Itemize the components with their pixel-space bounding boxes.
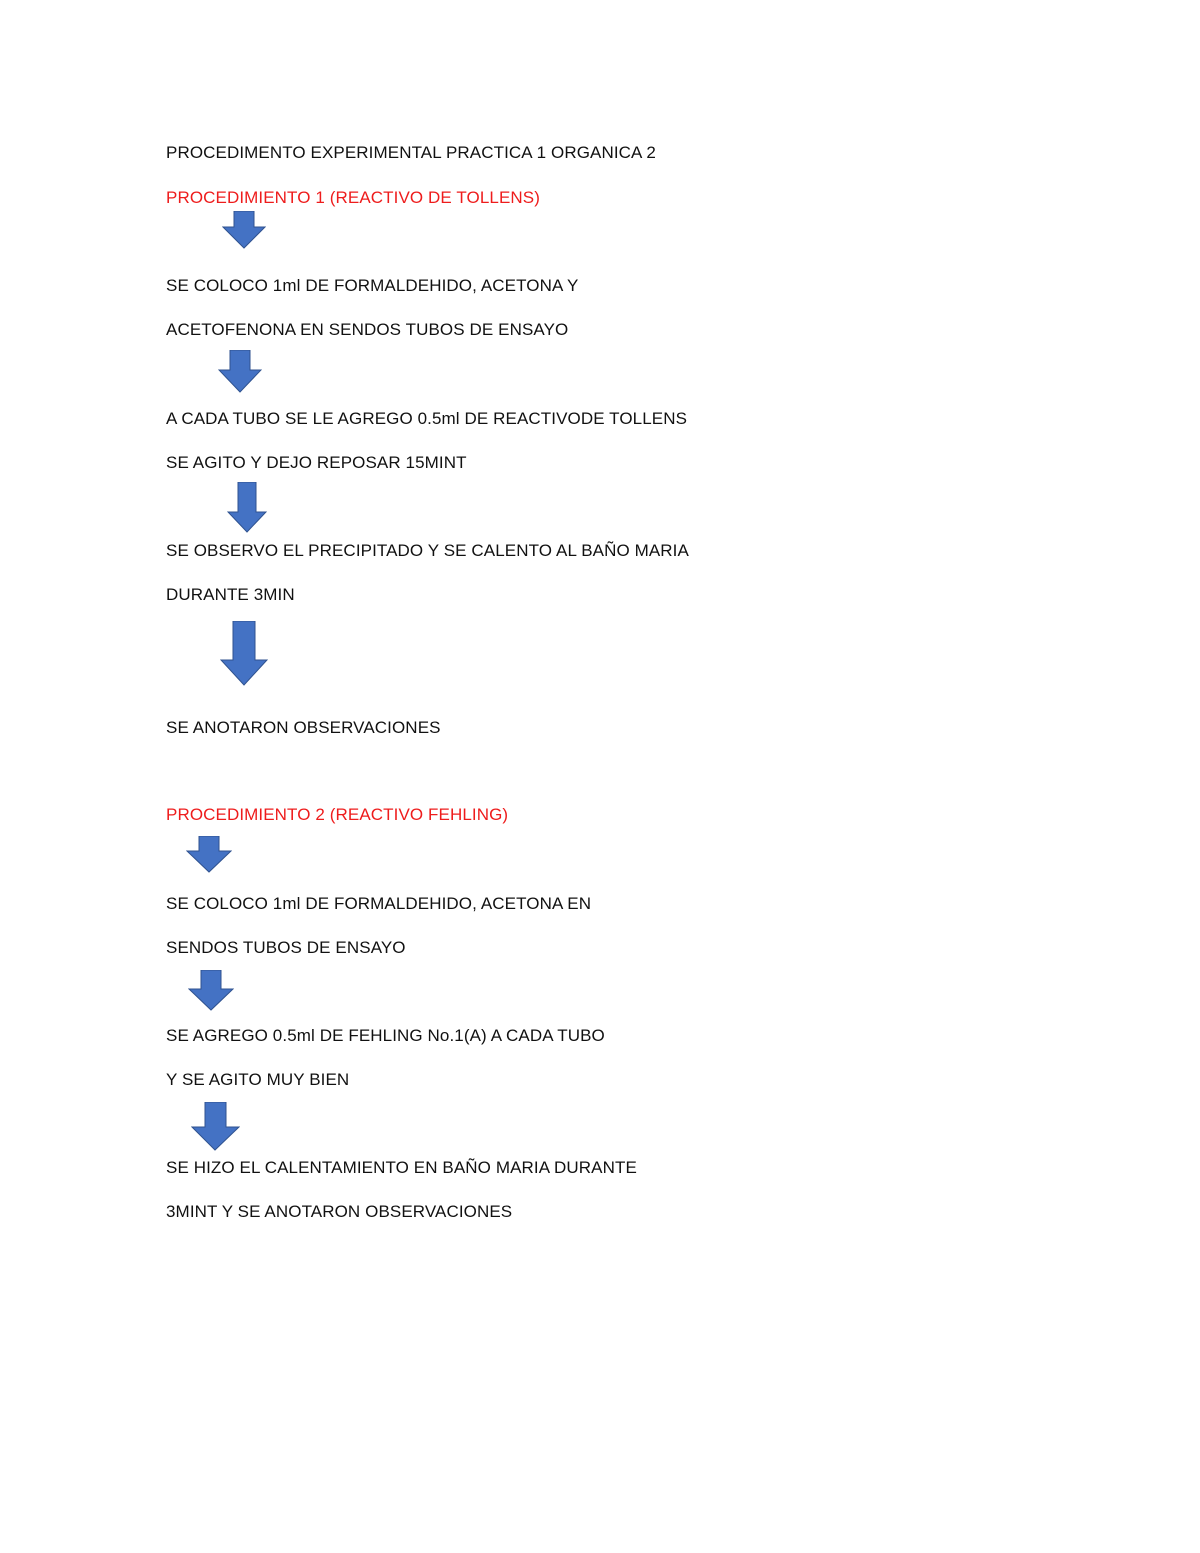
- procedure-1-heading: PROCEDIMIENTO 1 (REACTIVO DE TOLLENS): [166, 188, 540, 207]
- procedure-2-step-2-line-1: SE AGREGO 0.5ml DE FEHLING No.1(A) A CADA TUBO: [166, 1026, 605, 1045]
- procedure-2-heading: PROCEDIMIENTO 2 (REACTIVO FEHLING): [166, 805, 509, 824]
- procedure-1-step-3-line-1: SE OBSERVO EL PRECIPITADO Y SE CALENTO AL BAÑO MARIA: [166, 541, 689, 560]
- procedure-1-step-2-line-2: SE AGITO Y DEJO REPOSAR 15MINT: [166, 453, 467, 472]
- down-arrow-icon: [222, 211, 266, 249]
- procedure-2-step-2-line-2: Y SE AGITO MUY BIEN: [166, 1070, 350, 1089]
- down-arrow-icon: [186, 836, 232, 873]
- procedure-1-step-1-line-2: ACETOFENONA EN SENDOS TUBOS DE ENSAYO: [166, 320, 569, 339]
- document-title: PROCEDIMENTO EXPERIMENTAL PRACTICA 1 ORGANICA 2: [166, 143, 656, 162]
- procedure-2-step-1-line-1: SE COLOCO 1ml DE FORMALDEHIDO, ACETONA EN: [166, 894, 592, 913]
- procedure-1-step-1-line-1: SE COLOCO 1ml DE FORMALDEHIDO, ACETONA Y: [166, 276, 579, 295]
- procedure-2-step-3-line-1: SE HIZO EL CALENTAMIENTO EN BAÑO MARIA DURANTE: [166, 1158, 637, 1177]
- procedure-2-step-1-line-2: SENDOS TUBOS DE ENSAYO: [166, 938, 406, 957]
- down-arrow-icon: [227, 482, 267, 533]
- procedure-1-step-2-line-1: A CADA TUBO SE LE AGREGO 0.5ml DE REACTIVODE TOLLENS: [166, 409, 688, 428]
- down-arrow-icon: [188, 970, 234, 1011]
- procedure-1-step-4-line-1: SE ANOTARON OBSERVACIONES: [166, 718, 441, 737]
- down-arrow-icon: [220, 621, 268, 686]
- procedure-1-step-3-line-2: DURANTE 3MIN: [166, 585, 295, 604]
- procedure-2-step-3-line-2: 3MINT Y SE ANOTARON OBSERVACIONES: [166, 1202, 513, 1221]
- down-arrow-icon: [218, 350, 262, 393]
- down-arrow-icon: [191, 1102, 240, 1151]
